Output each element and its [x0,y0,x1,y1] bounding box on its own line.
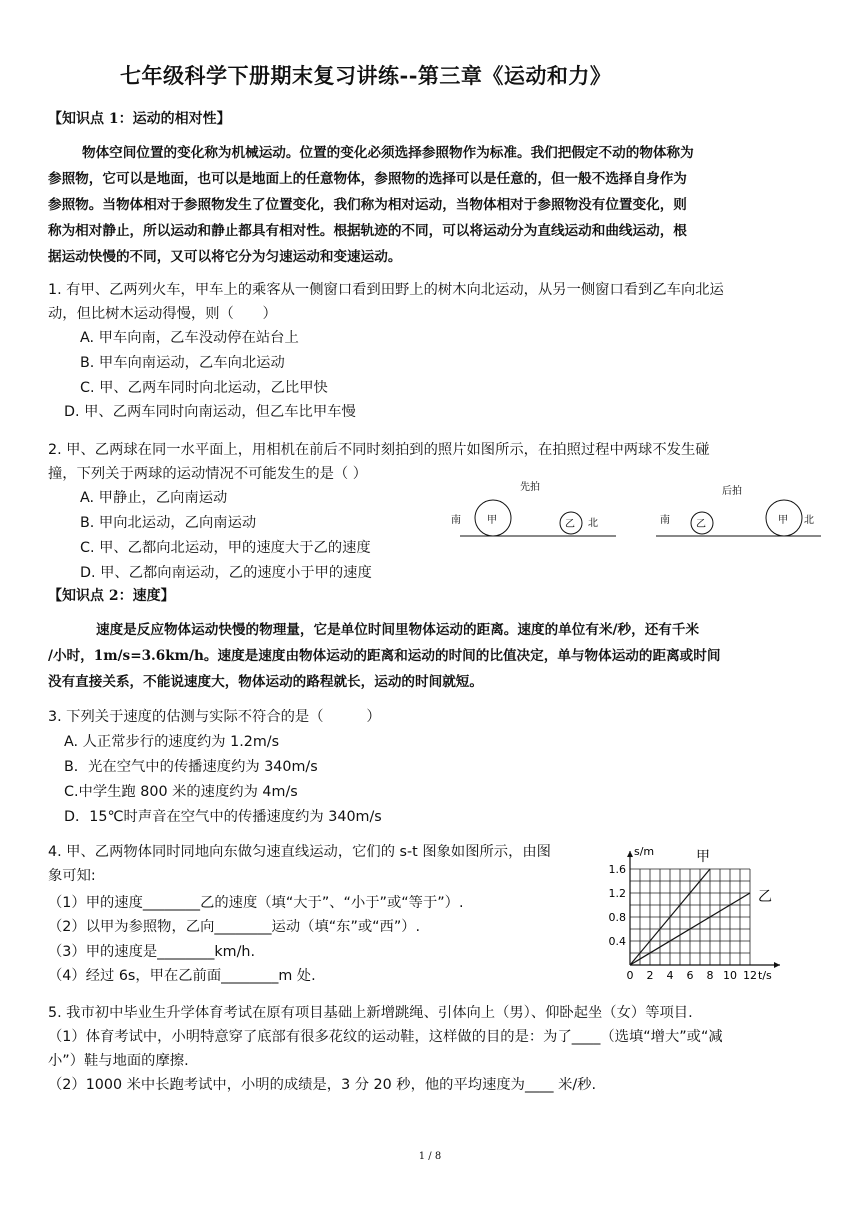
page-title: 七年级科学下册期末复习讲练--第三章《运动和力》 [120,63,612,88]
question-4 [48,840,551,888]
question-line: 动，但比树木运动得慢，则（ ） [48,306,277,322]
question-line: （2）1000 米中长跑考试中，小明的成绩是，3 分 20 秒，他的平均速度为____ 米/秒. [48,1077,597,1093]
q2-option-c: C. 甲、乙都向北运动，甲的速度大于乙的速度 [80,540,371,556]
x-tick-label: 8 [706,969,714,982]
question-5 [48,1001,723,1097]
knowledge-point-1-paragraph [48,140,694,270]
question-line: 1. 有甲、乙两列火车，甲车上的乘客从一侧窗口看到田野上的树木向北运动，从另一侧窗口看到乙车向北运 [48,282,724,298]
q3-option-a: A. 人正常步行的速度约为 1.2m/s [64,734,280,750]
page-number: 1 / 8 [418,1151,442,1162]
knowledge-point-2-heading: 【知识点 2：速度】 [48,588,175,604]
knowledge-point-1-heading: 【知识点 1：运动的相对性】 [48,111,231,127]
x-tick-label: 6 [686,969,694,982]
q2-option-d: D. 甲、乙都向南运动，乙的速度小于甲的速度 [80,565,372,581]
paragraph-line: 速度是反应物体运动快慢的物理量，它是单位时间里物体运动的距离。速度的单位有米/秒，还有千米 [96,622,700,638]
x-axis-arrow [774,962,780,968]
paragraph-line: /小时，1m/s=3.6km/h。速度是速度由物体运动的距离和运动的时间的比值决定，单与物体运动的距离或时间 [48,648,721,664]
q2-option-b: B. 甲向北运动，乙向南运动 [80,515,257,531]
q4-item-2: （2）以甲为参照物，乙向________运动（填“东”或“西”）. [48,919,421,935]
x-tick-label: 12 [743,969,757,982]
second-photo-figure [656,478,826,542]
series-label: 甲 [696,849,710,865]
question-1 [48,278,724,326]
question-line: 4. 甲、乙两物体同时同地向东做匀速直线运动，它们的 s-t 图象如图所示，由图 [48,844,551,860]
y-axis-label: s/m [634,845,655,858]
ball-yi-label: 乙 [696,519,706,530]
q1-option-b: B. 甲车向南运动，乙车向北运动 [80,355,285,371]
q4-item-4: （4）经过 6s，甲在乙前面________m 处. [48,968,316,984]
knowledge-point-2-paragraph [48,617,720,695]
north-label: 北 [804,515,814,526]
first-photo-caption: 先拍 [520,482,540,493]
first-photo-figure [448,478,623,542]
q4-item-3: （3）甲的速度是________km/h. [48,944,255,960]
paragraph-line: 参照物。当物体相对于参照物发生了位置变化，我们称为相对运动，当物体相对于参照物没有位置变化，则 [48,197,687,213]
q1-option-a: A. 甲车向南，乙车没动停在站台上 [80,330,299,346]
question-line: （1）体育考试中，小明特意穿了底部有很多花纹的运动鞋，这样做的目的是：为了____（选填“增大”或“减 [48,1029,723,1045]
x-axis-label: t/s [758,969,772,982]
q3-option-c: C.中学生跑 800 米的速度约为 4m/s [64,784,298,800]
y-axis-arrow [627,851,633,857]
q1-option-c: C. 甲、乙两车同时向北运动，乙比甲快 [80,380,328,396]
q3-option-b: B．光在空气中的传播速度约为 340m/s [64,759,318,775]
question-line: 2. 甲、乙两球在同一水平面上，用相机在前后不同时刻拍到的照片如图所示，在拍照过程中两球不发生碰 [48,442,710,458]
second-photo-caption: 后拍 [722,486,742,497]
s-t-chart [598,838,798,986]
question-line: 象可知: [48,868,96,884]
paragraph-line: 没有直接关系，不能说速度大，物体运动的路程就长，运动的时间就短。 [48,674,483,690]
question-line: 撞，下列关于两球的运动情况不可能发生的是（ ） [48,466,368,482]
x-tick-label: 0 [626,969,634,982]
question-line: 小”）鞋与地面的摩擦. [48,1053,189,1069]
y-tick-label: 0.8 [608,911,626,924]
ball-jia-label: 甲 [778,515,788,526]
paragraph-line: 据运动快慢的不同，又可以将它分为匀速运动和变速运动。 [48,249,402,265]
question-3: 3. 下列关于速度的估测与实际不符合的是（ ） [48,709,381,725]
q4-item-1: （1）甲的速度________乙的速度（填“大于”、“小于”或“等于”）. [48,895,464,911]
paragraph-line: 参照物，它可以是地面，也可以是地面上的任意物体，参照物的选择可以是任意的，但一般不选择自身作为 [48,171,687,187]
paragraph-line: 称为相对静止，所以运动和静止都具有相对性。根据轨迹的不同，可以将运动分为直线运动和曲线运动，根 [48,223,687,239]
x-tick-label: 2 [646,969,654,982]
south-label: 南 [660,515,670,526]
q2-option-a: A. 甲静止，乙向南运动 [80,490,228,506]
x-tick-label: 10 [723,969,737,982]
question-line: 5. 我市初中毕业生升学体育考试在原有项目基础上新增跳绳、引体向上（男）、仰卧起坐（女）等项目. [48,1005,693,1021]
q3-option-d: D．15℃时声音在空气中的传播速度约为 340m/s [64,809,382,825]
y-tick-label: 1.6 [608,863,626,876]
x-tick-label: 4 [666,969,674,982]
q1-option-d: D. 甲、乙两车同时向南运动，但乙车比甲车慢 [64,404,356,420]
north-label: 北 [588,518,598,529]
y-tick-label: 1.2 [608,887,626,900]
paragraph-line: 物体空间位置的变化称为机械运动。位置的变化必须选择参照物作为标准。我们把假定不动的物体称为 [82,145,694,161]
ball-jia-label: 甲 [487,515,497,526]
ball-yi-label: 乙 [565,519,575,530]
y-tick-label: 0.4 [608,935,626,948]
south-label: 南 [451,515,461,526]
series-label: 乙 [758,889,772,905]
